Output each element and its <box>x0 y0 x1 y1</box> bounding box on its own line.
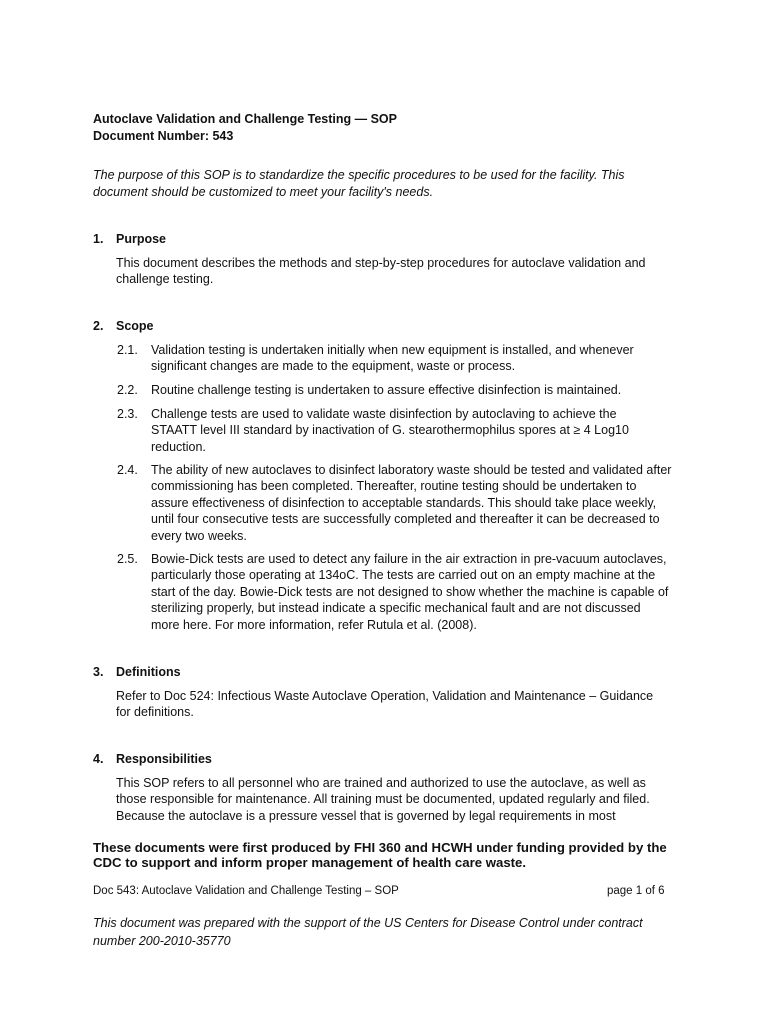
responsibilities-body: This SOP refers to all personnel who are trained and authorized to use the autoclave, as well as those responsible for maintenance. All training must be documented, updated regularly and filed. Because the autoclave is a pressure vessel that is governed by legal requirements in most <box>116 776 650 823</box>
section-title: Scope <box>116 319 154 333</box>
support-note: This document was prepared with the support of the US Centers for Disease Control under contract number 200-2010-35770 <box>93 916 643 948</box>
scope-item-number: 2.5. <box>117 552 138 566</box>
footer-document-name: Doc 543: Autoclave Validation and Challenge Testing – SOP <box>93 885 399 897</box>
scope-item-number: 2.3. <box>117 407 138 421</box>
scope-item-text: Bowie-Dick tests are used to detect any failure in the air extraction in pre-vacuum autoclaves, particularly those operating at 134oC. The tests are carried out on an empty machine at the start of the day. Bowie-Dick tests are not designed to show whether the machine is capable of sterilizing properly, but instead indicate a specific mechanical fault and are not discussed more here. For more information, refer Rutula et al. (2008). <box>151 552 669 632</box>
section-number: 2. <box>93 319 104 333</box>
section-title: Responsibilities <box>116 752 212 766</box>
funding-notice: These documents were first produced by FHI 360 and HCWH under funding provided by the CDC to support and inform proper management of health care waste. <box>93 840 667 870</box>
footer-page-number: page 1 of 6 <box>607 885 665 897</box>
section-title: Purpose <box>116 232 167 246</box>
document-title <box>93 111 397 145</box>
intro-paragraph: The purpose of this SOP is to standardize the specific procedures to be used for the facility. This document should be customized to meet your facility's needs. <box>93 168 625 199</box>
section-number: 1. <box>93 232 104 246</box>
scope-item-number: 2.1. <box>117 343 138 357</box>
purpose-body: This document describes the methods and step-by-step procedures for autoclave validation and challenge testing. <box>116 256 646 287</box>
title-line: Autoclave Validation and Challenge Testing — SOP <box>93 112 397 126</box>
section-title: Definitions <box>116 665 181 679</box>
scope-item-text: Routine challenge testing is undertaken to assure effective disinfection is maintained. <box>151 383 622 397</box>
section-number: 3. <box>93 665 104 679</box>
scope-item-number: 2.2. <box>117 383 138 397</box>
section-number: 4. <box>93 752 104 766</box>
scope-item-text: Validation testing is undertaken initially when new equipment is installed, and whenever significant changes are made to the equipment, waste or process. <box>151 343 634 374</box>
scope-item-number: 2.4. <box>117 463 138 477</box>
scope-item-text: Challenge tests are used to validate waste disinfection by autoclaving to achieve the STAATT level III standard by inactivation of G. stearothermophilus spores at ≥ 4 Log10 reduction. <box>151 407 629 454</box>
definitions-body: Refer to Doc 524: Infectious Waste Autoclave Operation, Validation and Maintenance – Guidance for definitions. <box>116 689 654 720</box>
scope-item-text: The ability of new autoclaves to disinfect laboratory waste should be tested and validated after commissioning has been completed. Thereafter, routine testing should be undertaken to assure effectiveness of disinfection to acceptable standards. This should take place weekly, until four consecutive tests are successfully completed and thereafter it can be decreased to every two weeks. <box>151 463 672 543</box>
document-number: Document Number: 543 <box>93 129 234 143</box>
